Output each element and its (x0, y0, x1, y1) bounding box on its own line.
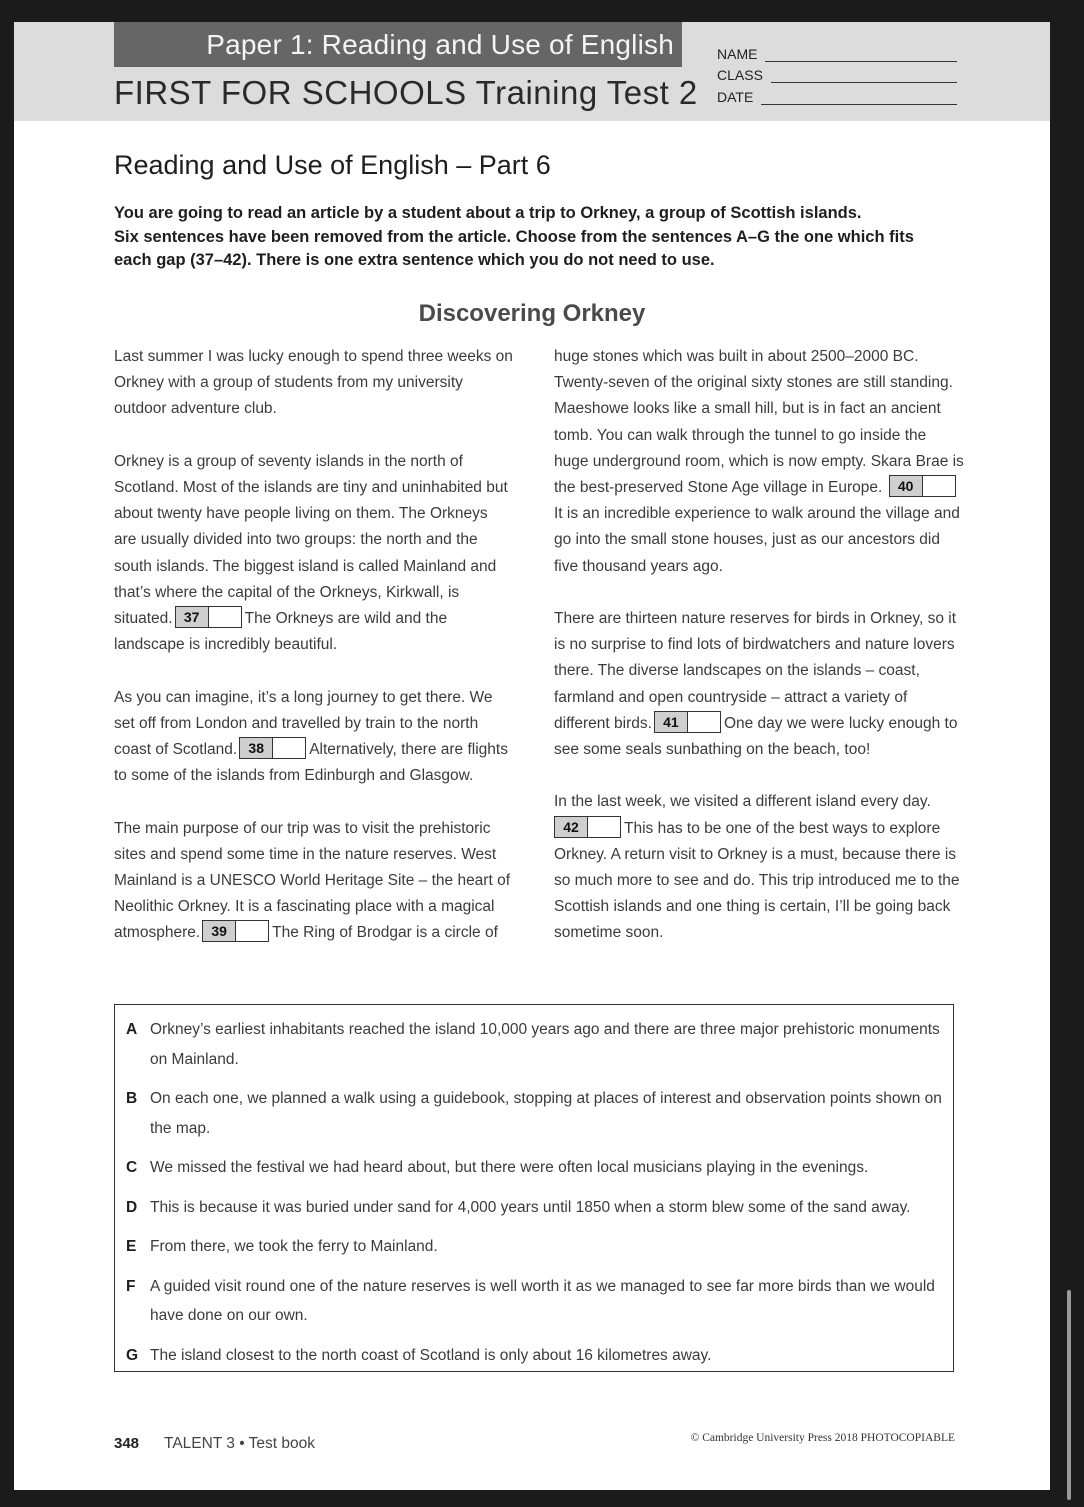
test-title: FIRST FOR SCHOOLS Training Test 2 (114, 74, 698, 111)
option-letter: D (126, 1198, 138, 1216)
paragraph: As you can imagine, it’s a long journey to get there. We set off from London and travelled by train to the north coast of Scotland. 38 Alternatively, there are flights to some of the islands from Edinburgh and Glasgow. (114, 688, 508, 785)
instructions (114, 202, 934, 273)
paragraph: The main purpose of our trip was to visit the prehistoric sites and spend some time in the nature reserves. West Mainland is a UNESCO World Heritage Site – the heart of Neolithic Orkney. It is a fascinating place with a magical atmosphere. 39 The Ring of Brodgar is a circle of (114, 819, 511, 942)
date-label: DATE (717, 89, 754, 105)
instructions-line: Six sentences have been removed from the article. Choose from the sentences A–G the one which fits (114, 227, 914, 246)
gap-answer[interactable] (588, 817, 620, 837)
gap-box[interactable] (554, 816, 621, 838)
paragraph: In the last week, we visited a different island every day. 42 This has to be one of the best ways to explore Orkney. A return visit to Orkney is a must, because there is so much more to see and do. This trip introduced me to the Scottish islands and one thing is certain, I’ll be going back sometime soon. (554, 793, 960, 942)
paragraph: huge stones which was built in about 2500–2000 BC. Twenty-seven of the original sixty stones are still standing. Maeshowe looks like a small hill, but is in fact an ancient tomb. You can walk through the tunnel to go inside the huge underground room, which is now empty. Skara Brae is the best-preserved Stone Age village in Europe. 40 It is an incredible experience to walk around the village and go into the small stone houses, just as our ancestors did five thousand years ago. (554, 348, 964, 575)
option-b[interactable] (125, 1084, 943, 1143)
paragraph: There are thirteen nature reserves for birds in Orkney, so it is no surprise to find lots of birdwatchers and nature lovers there. The diverse landscapes on the islands – coast, farmland and open countryside – attract a variety of different birds. 41 One day we were lucky enough to see some seals sunbathing on the beach, too! (554, 610, 958, 759)
paper-title: Paper 1: Reading and Use of English (114, 22, 682, 67)
gap-box[interactable] (175, 606, 242, 628)
gap-answer[interactable] (923, 476, 955, 496)
gap-box[interactable] (654, 711, 721, 733)
option-text: We missed the festival we had heard about, but there were often local musicians playing in the evenings. (150, 1159, 869, 1176)
option-letter: C (126, 1159, 138, 1176)
header-band (14, 22, 1050, 121)
gap-answer[interactable] (688, 712, 720, 732)
scrollbar[interactable] (1067, 1290, 1071, 1500)
option-text: Orkney’s earliest inhabitants reached the island 10,000 years ago and there are three major prehistoric monuments on Mainland. (150, 1021, 940, 1068)
sentence-options (114, 1004, 954, 1372)
option-letter: G (126, 1346, 139, 1364)
option-letter: E (126, 1238, 137, 1255)
gap-answer[interactable] (209, 607, 241, 627)
article-column-right (554, 344, 964, 947)
gap-answer[interactable] (273, 738, 305, 758)
gap-answer[interactable] (236, 921, 268, 941)
class-label: CLASS (717, 67, 763, 83)
part-heading: Reading and Use of English – Part 6 (114, 150, 551, 180)
option-letter: F (126, 1277, 136, 1295)
page-number: 348 (114, 1435, 140, 1452)
gap-box[interactable] (889, 475, 956, 497)
option-c[interactable] (125, 1153, 943, 1183)
gap-box[interactable] (239, 737, 306, 759)
paragraph: Last summer I was lucky enough to spend three weeks on Orkney with a group of students from my university outdoor adventure club. (114, 348, 513, 418)
date-field (717, 89, 957, 105)
option-g[interactable] (125, 1341, 943, 1371)
gap-number: 39 (203, 921, 236, 941)
instructions-line: each gap (37–42). There is one extra sentence which you do not need to use. (114, 251, 715, 269)
option-f[interactable] (125, 1272, 943, 1331)
option-text: A guided visit round one of the nature reserves is well worth it as we managed to see far more birds than we would have done on our own. (150, 1277, 935, 1324)
option-text: On each one, we planned a walk using a guidebook, stopping at places of interest and observation points shown on the map. (150, 1090, 942, 1137)
instructions-line: You are going to read an article by a student about a trip to Orkney, a group of Scottish islands. (114, 204, 862, 222)
worksheet-page (14, 22, 1050, 1490)
option-text: The island closest to the north coast of Scotland is only about 16 kilometres away. (150, 1346, 712, 1364)
gap-number: 42 (555, 817, 588, 837)
option-text: This is because it was buried under sand for 4,000 years until 1850 when a storm blew some of the sand away. (150, 1198, 911, 1216)
gap-number: 41 (655, 712, 688, 732)
option-letter: B (126, 1090, 138, 1107)
option-d[interactable] (125, 1193, 943, 1223)
gap-number: 40 (890, 476, 923, 496)
name-field (717, 46, 957, 62)
option-e[interactable] (125, 1232, 943, 1262)
class-field (717, 67, 957, 83)
name-label: NAME (717, 46, 758, 62)
gap-box[interactable] (202, 920, 269, 942)
copyright-notice: © Cambridge University Press 2018 PHOTOCOPIABLE (690, 1432, 955, 1444)
paragraph: Orkney is a group of seventy islands in the north of Scotland. Most of the islands are tiny and uninhabited but about twenty have people living on them. The Orkneys are usually divided into two groups: the north and the south islands. The biggest island is called Mainland and that’s where the capital of the Orkneys, Kirkwall, is situated. 37 The Orkneys are wild and the landscape is incredibly beautiful. (114, 452, 508, 654)
book-title: TALENT 3 • Test book (164, 1435, 316, 1452)
option-text: From there, we took the ferry to Mainland. (150, 1238, 438, 1255)
article-column-left (114, 344, 514, 947)
gap-number: 38 (240, 738, 273, 758)
gap-number: 37 (176, 607, 209, 627)
option-letter: A (126, 1021, 138, 1038)
article-title: Discovering Orkney (418, 300, 646, 327)
option-a[interactable] (125, 1015, 943, 1074)
